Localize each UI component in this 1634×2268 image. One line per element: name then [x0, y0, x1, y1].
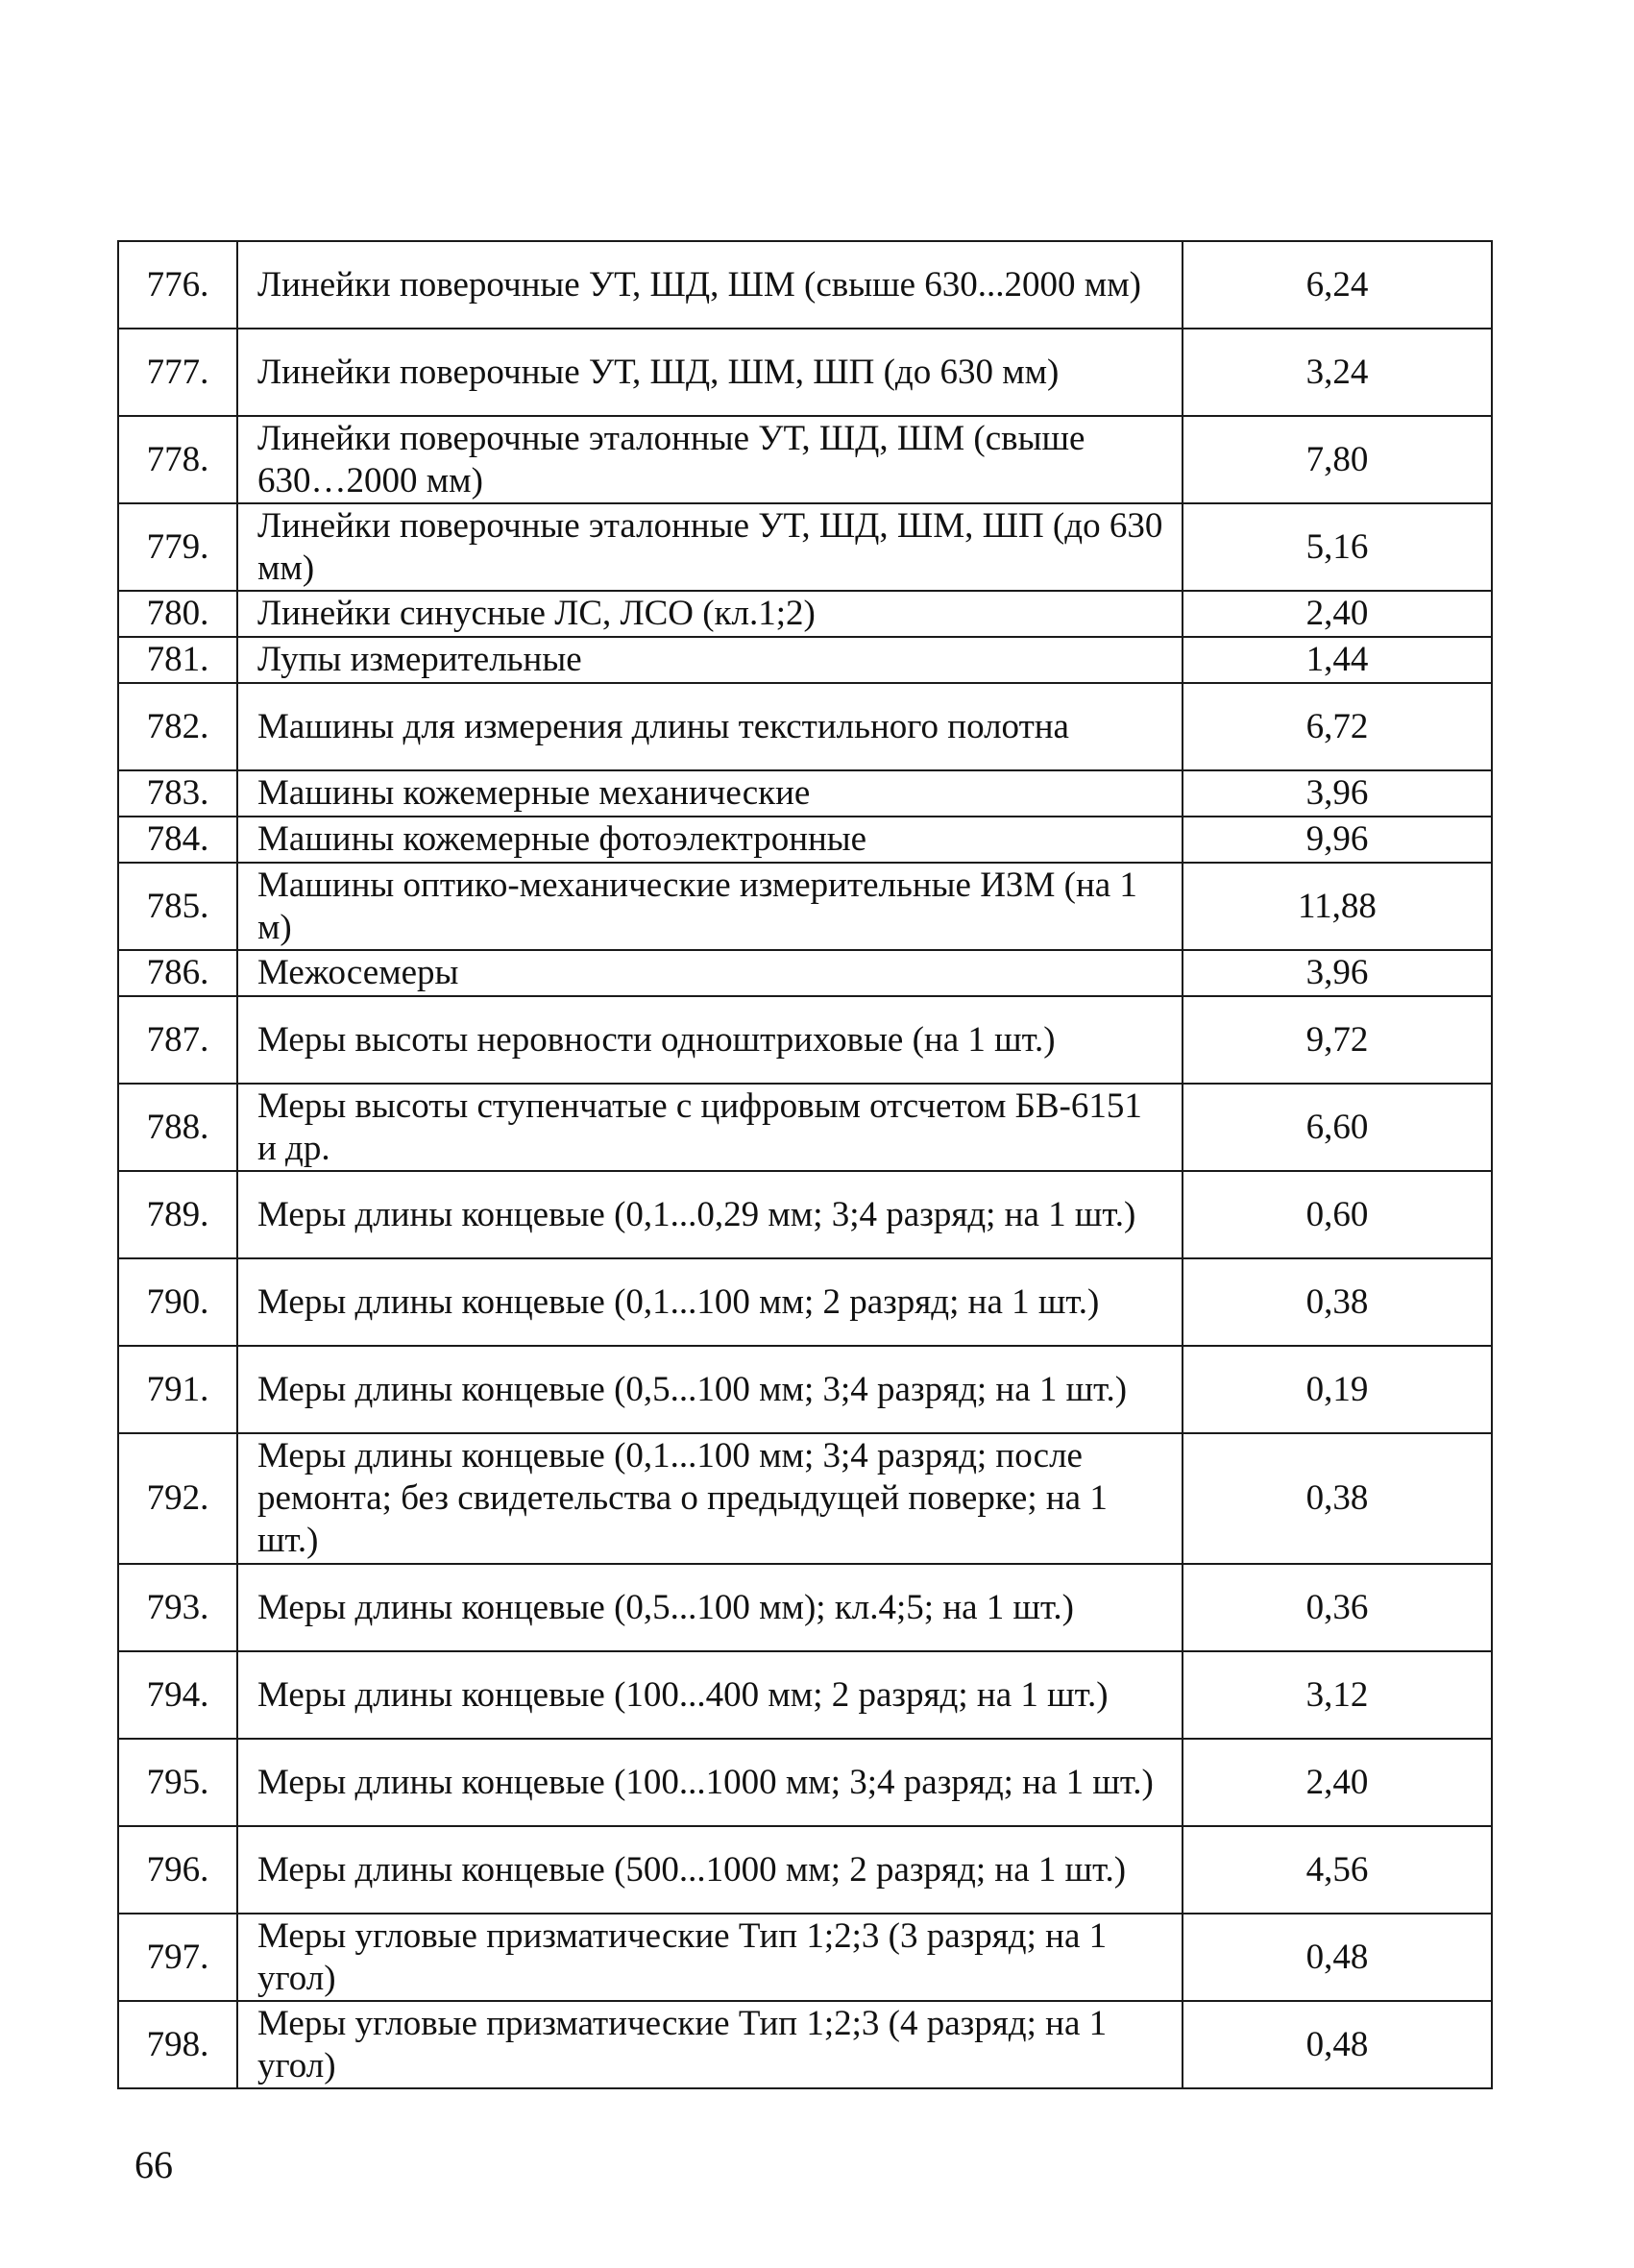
row-value: 6,60	[1183, 1084, 1492, 1171]
row-number: 782.	[118, 683, 237, 770]
row-number: 796.	[118, 1826, 237, 1914]
table-row	[118, 817, 1492, 863]
row-name: Меры длины концевые (0,1...100 мм; 2 разряд; на 1 шт.)	[237, 1258, 1183, 1346]
row-name: Линейки поверочные УТ, ШД, ШМ, ШП (до 630 мм)	[237, 329, 1183, 416]
table-row	[118, 2001, 1492, 2088]
table-row	[118, 996, 1492, 1084]
row-value: 0,60	[1183, 1171, 1492, 1258]
table-row	[118, 683, 1492, 770]
row-name: Меры длины концевые (0,5...100 мм; 3;4 разряд; на 1 шт.)	[237, 1346, 1183, 1433]
table-row	[118, 591, 1492, 637]
table-row	[118, 770, 1492, 817]
table-row	[118, 329, 1492, 416]
row-value: 3,24	[1183, 329, 1492, 416]
table-row	[118, 1171, 1492, 1258]
row-number: 783.	[118, 770, 237, 817]
row-value: 11,88	[1183, 863, 1492, 950]
row-name: Линейки поверочные эталонные УТ, ШД, ШМ, ШП (до 630 мм)	[237, 503, 1183, 591]
row-value: 6,24	[1183, 241, 1492, 329]
row-number: 794.	[118, 1651, 237, 1739]
row-number: 777.	[118, 329, 237, 416]
table-row	[118, 1258, 1492, 1346]
table-row	[118, 1739, 1492, 1826]
row-name: Меры угловые призматические Тип 1;2;3 (4 разряд; на 1 угол)	[237, 2001, 1183, 2088]
row-name: Меры длины концевые (100...1000 мм; 3;4 разряд; на 1 шт.)	[237, 1739, 1183, 1826]
row-number: 791.	[118, 1346, 237, 1433]
row-value: 2,40	[1183, 1739, 1492, 1826]
row-value: 2,40	[1183, 591, 1492, 637]
row-name: Линейки синусные ЛС, ЛСО (кл.1;2)	[237, 591, 1183, 637]
row-value: 1,44	[1183, 637, 1492, 683]
price-table	[117, 240, 1493, 2089]
page-number: 66	[134, 2143, 173, 2186]
row-number: 776.	[118, 241, 237, 329]
row-value: 0,48	[1183, 2001, 1492, 2088]
row-value: 3,96	[1183, 770, 1492, 817]
row-value: 7,80	[1183, 416, 1492, 503]
table-row	[118, 503, 1492, 591]
row-name: Меры угловые призматические Тип 1;2;3 (3 разряд; на 1 угол)	[237, 1914, 1183, 2001]
row-name: Машины кожемерные механические	[237, 770, 1183, 817]
row-number: 780.	[118, 591, 237, 637]
row-number: 795.	[118, 1739, 237, 1826]
row-value: 5,16	[1183, 503, 1492, 591]
row-number: 779.	[118, 503, 237, 591]
row-value: 3,12	[1183, 1651, 1492, 1739]
table-row	[118, 1433, 1492, 1564]
row-value: 4,56	[1183, 1826, 1492, 1914]
row-number: 788.	[118, 1084, 237, 1171]
row-name: Меры длины концевые (0,5...100 мм); кл.4;5; на 1 шт.)	[237, 1564, 1183, 1651]
row-name: Машины оптико-механические измерительные ИЗМ (на 1 м)	[237, 863, 1183, 950]
table-row	[118, 241, 1492, 329]
row-number: 785.	[118, 863, 237, 950]
table-row	[118, 1346, 1492, 1433]
row-name: Межосемеры	[237, 950, 1183, 996]
row-name: Линейки поверочные эталонные УТ, ШД, ШМ (свыше 630…2000 мм)	[237, 416, 1183, 503]
row-value: 0,38	[1183, 1433, 1492, 1564]
row-value: 0,38	[1183, 1258, 1492, 1346]
row-name: Меры длины концевые (500...1000 мм; 2 разряд; на 1 шт.)	[237, 1826, 1183, 1914]
row-value: 0,19	[1183, 1346, 1492, 1433]
table-row	[118, 1564, 1492, 1651]
row-name: Меры длины концевые (0,1...0,29 мм; 3;4 разряд; на 1 шт.)	[237, 1171, 1183, 1258]
row-number: 792.	[118, 1433, 237, 1564]
row-value: 6,72	[1183, 683, 1492, 770]
table-row	[118, 1651, 1492, 1739]
row-number: 786.	[118, 950, 237, 996]
row-name: Меры длины концевые (0,1...100 мм; 3;4 разряд; после ремонта; без свидетельства о предыдущей поверке; на 1 шт.)	[237, 1433, 1183, 1564]
row-value: 0,48	[1183, 1914, 1492, 2001]
row-value: 3,96	[1183, 950, 1492, 996]
row-number: 793.	[118, 1564, 237, 1651]
row-name: Меры высоты неровности одноштриховые (на 1 шт.)	[237, 996, 1183, 1084]
table-row	[118, 1914, 1492, 2001]
table-row	[118, 863, 1492, 950]
table-row	[118, 950, 1492, 996]
row-number: 784.	[118, 817, 237, 863]
row-name: Машины для измерения длины текстильного полотна	[237, 683, 1183, 770]
row-value: 0,36	[1183, 1564, 1492, 1651]
row-name: Меры длины концевые (100...400 мм; 2 разряд; на 1 шт.)	[237, 1651, 1183, 1739]
row-name: Меры высоты ступенчатые с цифровым отсчетом БВ-6151 и др.	[237, 1084, 1183, 1171]
table-row	[118, 416, 1492, 503]
row-name: Лупы измерительные	[237, 637, 1183, 683]
table-row	[118, 1826, 1492, 1914]
row-number: 798.	[118, 2001, 237, 2088]
row-number: 787.	[118, 996, 237, 1084]
row-name: Линейки поверочные УТ, ШД, ШМ (свыше 630...2000 мм)	[237, 241, 1183, 329]
row-number: 797.	[118, 1914, 237, 2001]
row-value: 9,72	[1183, 996, 1492, 1084]
table-row	[118, 637, 1492, 683]
row-value: 9,96	[1183, 817, 1492, 863]
row-number: 789.	[118, 1171, 237, 1258]
row-number: 790.	[118, 1258, 237, 1346]
row-number: 778.	[118, 416, 237, 503]
table-row	[118, 1084, 1492, 1171]
row-number: 781.	[118, 637, 237, 683]
row-name: Машины кожемерные фотоэлектронные	[237, 817, 1183, 863]
